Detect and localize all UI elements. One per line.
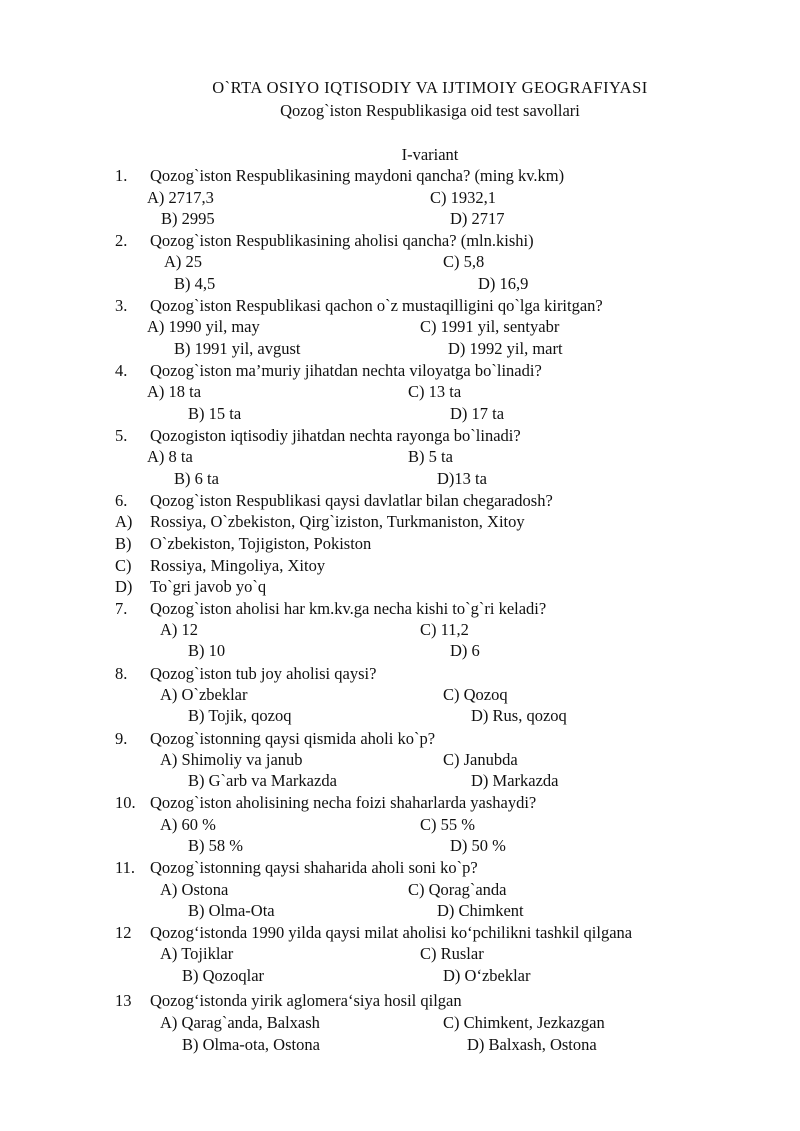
- option-text: O`zbekiston, Tojigiston, Pokiston: [150, 534, 372, 553]
- option-d: D) 2717: [450, 209, 505, 228]
- option-c: C) 5,8: [443, 252, 485, 271]
- option-c: C) Ruslar: [420, 944, 484, 963]
- question-number: 8.: [115, 664, 128, 683]
- question-text: Qozog`iston aholisining necha foizi shaharlarda yashaydi?: [150, 793, 537, 812]
- option-b: B) 10: [188, 641, 226, 660]
- option-c: C) 1932,1: [430, 188, 496, 207]
- option-c: C) 13 ta: [408, 382, 462, 401]
- option-d: D) Balxash, Ostona: [467, 1035, 597, 1054]
- question-number: 13: [115, 991, 132, 1010]
- option-b: B) G`arb va Markazda: [188, 771, 337, 790]
- page-subtitle: Qozog`iston Respublikasiga oid test savollari: [280, 101, 580, 120]
- option-a: A) 25: [164, 252, 203, 271]
- option-d: D) Chimkent: [437, 901, 524, 920]
- option-letter: D): [115, 577, 133, 596]
- option-a: A) Tojiklar: [160, 944, 234, 963]
- option-b: B) Qozoqlar: [182, 966, 265, 985]
- question-text: Qozog`iston tub joy aholisi qaysi?: [150, 664, 377, 683]
- option-a: A) 60 %: [160, 815, 216, 834]
- option-c: B) 5 ta: [408, 447, 453, 466]
- option-a: A) 18 ta: [147, 382, 202, 401]
- option-c: C) Chimkent, Jezkazgan: [443, 1013, 605, 1032]
- question-text: Qozog`iston Respublikasi qaysi davlatlar bilan chegaradosh?: [150, 491, 553, 510]
- option-c: C) 55 %: [420, 815, 475, 834]
- option-text: To`gri javob yo`q: [150, 577, 267, 596]
- question-number: 12: [115, 923, 132, 942]
- question-text: Qozog‘istonda yirik aglomera‘siya hosil qilgan: [150, 991, 462, 1010]
- option-a: A) Shimoliy va janub: [160, 750, 303, 769]
- option-a: A) O`zbeklar: [160, 685, 248, 704]
- option-letter: C): [115, 556, 132, 575]
- question-text: Qozog`iston ma’muriy jihatdan nechta viloyatga bo`linadi?: [150, 361, 542, 380]
- option-b: B) 6 ta: [174, 469, 219, 488]
- option-text: Rossiya, Mingoliya, Xitoy: [150, 556, 326, 575]
- question-number: 5.: [115, 426, 128, 445]
- option-c: C) 11,2: [420, 620, 469, 639]
- option-c: C) Qorag`anda: [408, 880, 507, 899]
- option-a: A) 12: [160, 620, 199, 639]
- option-letter: B): [115, 534, 132, 553]
- option-d: D) 17 ta: [450, 404, 505, 423]
- option-d: D) 6: [450, 641, 480, 660]
- option-a: A) 1990 yil, may: [147, 317, 260, 336]
- question-text: Qozog‘istonda 1990 yilda qaysi milat aholisi ko‘pchilikni tashkil qilgana: [150, 923, 633, 942]
- option-c: C) Janubda: [443, 750, 518, 769]
- option-d: D) 50 %: [450, 836, 506, 855]
- option-d: D) Markazda: [471, 771, 559, 790]
- question-text: Qozog`iston aholisi har km.kv.ga necha kishi to`g`ri keladi?: [150, 599, 547, 618]
- question-number: 6.: [115, 491, 128, 510]
- question-text: Qozog`istonning qaysi shaharida aholi soni ko`p?: [150, 858, 478, 877]
- option-b: B) Tojik, qozoq: [188, 706, 292, 725]
- option-b: B) 1991 yil, avgust: [174, 339, 301, 358]
- option-c: C) 1991 yil, sentyabr: [420, 317, 560, 336]
- option-b: B) 4,5: [174, 274, 216, 293]
- option-a: A) Ostona: [160, 880, 229, 899]
- question-number: 2.: [115, 231, 128, 250]
- option-d: D) 16,9: [478, 274, 529, 293]
- question-number: 1.: [115, 166, 128, 185]
- option-d: D) 1992 yil, mart: [448, 339, 563, 358]
- question-number: 3.: [115, 296, 128, 315]
- question-text: Qozog`iston Respublikasining maydoni qancha? (ming kv.km): [150, 166, 565, 185]
- option-d: D)13 ta: [437, 469, 487, 488]
- option-d: D) O‘zbeklar: [443, 966, 531, 985]
- option-b: B) Olma-ota, Ostona: [182, 1035, 320, 1054]
- option-b: B) 58 %: [188, 836, 243, 855]
- option-a: A) 8 ta: [147, 447, 193, 466]
- question-text: Qozog`istonning qaysi qismida aholi ko`p?: [150, 729, 436, 748]
- page-title: O`RTA OSIYO IQTISODIY VA IJTIMOIY GEOGRAFIYASI: [212, 78, 648, 97]
- question-number: 7.: [115, 599, 128, 618]
- option-b: B) Olma-Ota: [188, 901, 275, 920]
- option-a: A) 2717,3: [147, 188, 214, 207]
- option-d: D) Rus, qozoq: [471, 706, 567, 725]
- question-text: Qozogiston iqtisodiy jihatdan nechta rayonga bo`linadi?: [150, 426, 521, 445]
- question-number: 9.: [115, 729, 128, 748]
- option-a: A) Qarag`anda, Balxash: [160, 1013, 320, 1032]
- question-number: 11.: [115, 858, 136, 877]
- option-b: B) 15 ta: [188, 404, 242, 423]
- question-text: Qozog`iston Respublikasining aholisi qancha? (mln.kishi): [150, 231, 534, 250]
- option-text: Rossiya, O`zbekiston, Qirg`iziston, Turkmaniston, Xitoy: [150, 512, 525, 531]
- option-letter: A): [115, 512, 133, 531]
- question-number: 4.: [115, 361, 128, 380]
- question-text: Qozog`iston Respublikasi qachon o`z mustaqilligini qo`lga kiritgan?: [150, 296, 603, 315]
- option-b: B) 2995: [161, 209, 215, 228]
- option-c: C) Qozoq: [443, 685, 508, 704]
- question-number: 10.: [115, 793, 136, 812]
- variant-label: I-variant: [401, 145, 459, 164]
